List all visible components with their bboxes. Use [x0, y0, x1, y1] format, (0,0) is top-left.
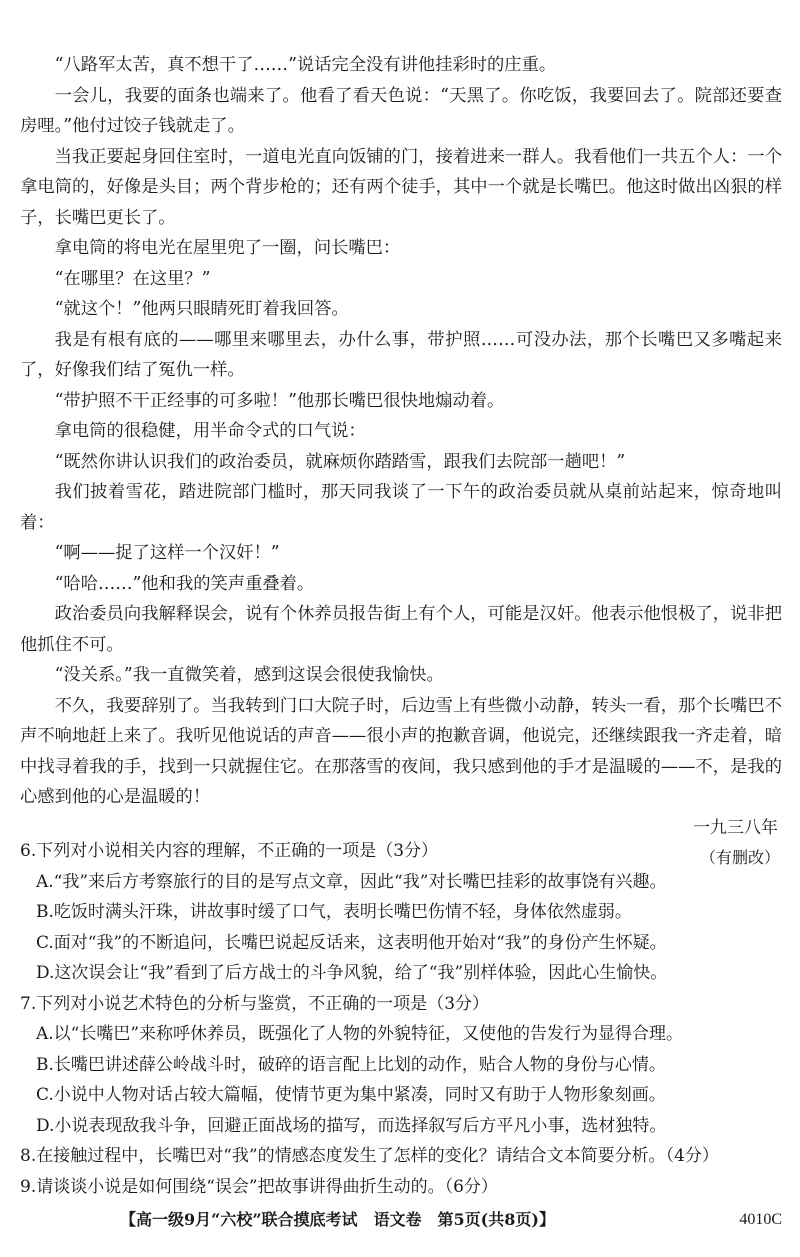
question-7-option-b: B.长嘴巴讲述薛公岭战斗时，破碎的语言配上比划的动作，贴合人物的身份与心情。 — [36, 1054, 666, 1075]
story-paragraph-13: “哈哈……”他和我的笑声重叠着。 — [54, 573, 315, 594]
question-6-option-a: A.“我”来后方考察旅行的目的是写点文章，因此“我”对长嘴巴挂彩的故事饶有兴趣。 — [36, 871, 667, 892]
page-footer — [0, 1205, 800, 1235]
question-6-option-c: C.面对“我”的不断追问，长嘴巴说起反话来，这表明他开始对“我”的身份产生怀疑。 — [36, 932, 667, 953]
question-8: 8.在接触过程中，长嘴巴对“我”的情感态度发生了怎样的变化？请结合文本简要分析。（4分） — [20, 1146, 719, 1166]
question-6-option-b: B.吃饭时满头汗珠，讲故事时缓了口气，表明长嘴巴伤情不轻，身体依然虚弱。 — [36, 902, 632, 922]
story-paragraph-5: “在哪里？在这里？” — [54, 268, 211, 289]
story-source-note: （有删改） — [699, 847, 780, 867]
story-paragraph-2: 一会儿，我要的面条也端来了。他看了看天色说：“天黑了。你吃饭，我要回去了。院部还要查房哩。”他付过饺子钱就走了。 — [20, 85, 782, 136]
story-paragraph-11: 我们披着雪花，踏进院部门槛时，那天同我谈了一下午的政治委员就从桌前站起来，惊奇地叫着： — [20, 482, 782, 533]
question-7-stem: 7.下列对小说艺术特色的分析与鉴赏，不正确的一项是（3分） — [20, 993, 490, 1014]
story-paragraph-1: “八路军太苦，真不想干了……”说话完全没有讲他挂彩时的庄重。 — [54, 55, 557, 75]
story-paragraph-12: “啊——捉了这样一个汉奸！” — [54, 543, 280, 563]
question-section — [20, 836, 782, 1202]
story-excerpt — [20, 50, 782, 873]
footer-paper-code: 4010C — [739, 1211, 782, 1228]
question-7-option-a: A.以“长嘴巴”来称呼休养员，既强化了人物的外貌特征，又使他的告发行为显得合理。 — [36, 1024, 684, 1044]
question-6-stem: 6.下列对小说相关内容的理解，不正确的一项是（3分） — [20, 841, 439, 861]
question-7-option-c: C.小说中人物对话占较大篇幅，使情节更为集中紧凑，同时又有助于人物形象刻画。 — [36, 1085, 666, 1105]
story-paragraph-14: 政治委员向我解释误会，说有个休养员报告街上有个人，可能是汉奸。他表示他恨极了，说非把他抓住不可。 — [20, 604, 782, 655]
story-paragraph-3: 当我正要起身回住室时，一道电光直向饭铺的门，接着进来一群人。我看他们一共五个人：一个拿电筒的，好像是头目；两个背步枪的；还有两个徒手，其中一个就是长嘴巴。他这时做出凶狠的样子，长嘴巴更长了。 — [20, 146, 782, 228]
question-7-option-d: D.小说表现敌我斗争，回避正面战场的描写，而选择叙写后方平凡小事，选材独特。 — [36, 1115, 667, 1136]
question-9: 9.请谈谈小说是如何围绕“误会”把故事讲得曲折生动的。（6分） — [20, 1176, 498, 1197]
story-paragraph-9: 拿电筒的很稳健，用半命令式的口气说： — [54, 421, 366, 441]
story-paragraph-10: “既然你讲认识我们的政治委员，就麻烦你踏踏雪，跟我们去院部一趟吧！” — [54, 451, 626, 472]
story-paragraph-16: 不久，我要辞别了。当我转到门口大院子时，后边雪上有些微小动静，转头一看，那个长嘴巴不声不响地赶上来了。我听见他说话的声音——很小声的抱歉音调，他说完，还继续跟我一齐走着，暗中找寻着我的手，找到一只就握住它。在那落雪的夜间，我只感到他的手才是温暖的——不，是我的心感到他的心是温暖的！ — [20, 695, 782, 807]
footer-exam-info: 【高一级9月“六校”联合摸底考试 语文卷 第5页(共8页)】 — [120, 1210, 555, 1229]
question-6-option-d: D.这次误会让“我”看到了后方战士的斗争风貌，给了“我”别样体验，因此心生愉快。 — [36, 963, 668, 983]
story-year: 一九三八年 — [693, 817, 778, 838]
story-paragraph-8: “带护照不干正经事的可多啦！”他那长嘴巴很快地煽动着。 — [54, 390, 505, 411]
story-paragraph-15: “没关系。”我一直微笑着，感到这误会很使我愉快。 — [54, 665, 444, 685]
story-paragraph-6: “就这个！”他两只眼睛死盯着我回答。 — [54, 299, 349, 319]
story-paragraph-4: 拿电筒的将电光在屋里兜了一圈，问长嘴巴： — [54, 238, 401, 258]
story-paragraph-7: 我是有根有底的——哪里来哪里去，办什么事，带护照……可没办法，那个长嘴巴又多嘴起来了，好像我们结了冤仇一样。 — [20, 329, 782, 380]
